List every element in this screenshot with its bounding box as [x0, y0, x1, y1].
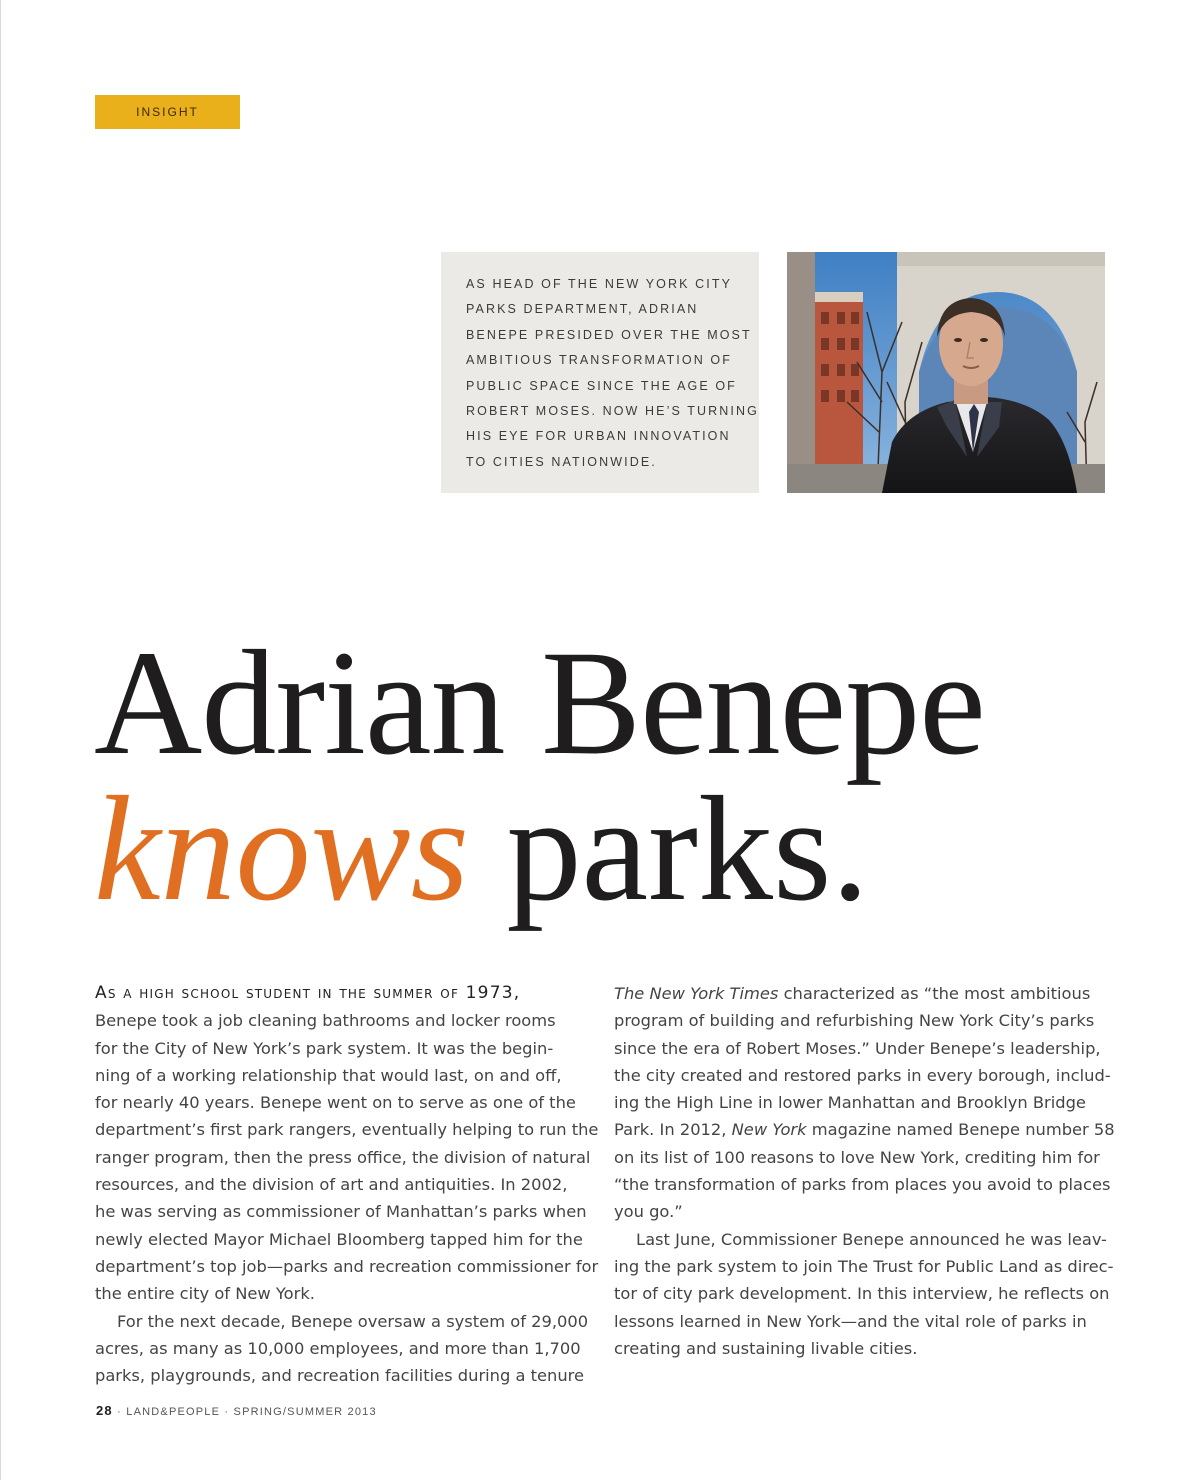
headline-line-2	[94, 766, 1154, 932]
body-line: department’s first park rangers, eventually helping to run the	[95, 1120, 599, 1140]
headline-accent-word: knows	[94, 766, 469, 932]
body-line: the entire city of New York.	[95, 1284, 315, 1304]
body-line: parks, playgrounds, and recreation facilities during a tenure	[95, 1366, 585, 1386]
body-column-left	[95, 980, 599, 1389]
body-line	[614, 1116, 1115, 1143]
body-line: ning of a working relationship that would last, on and off,	[95, 1065, 562, 1085]
deck-box	[441, 252, 759, 493]
body-line: “the transformation of parks from places you avoid to places	[614, 1175, 1111, 1195]
headline	[94, 620, 1154, 932]
body-text: characterized as “the most ambitious	[778, 984, 1091, 1003]
body-line: acres, as many as 10,000 employees, and more than 1,700	[95, 1338, 581, 1358]
deck-line: AS HEAD OF THE NEW YORK CITY	[466, 277, 733, 291]
deck-line: TO CITIES NATIONWIDE.	[466, 454, 657, 469]
body-text: Park. In 2012,	[614, 1120, 732, 1140]
lead-in: As a high school student in the summer of 1973,	[95, 983, 521, 1003]
portrait-photo	[787, 252, 1105, 493]
body-column-right	[614, 980, 1115, 1362]
deck-line: HIS EYE FOR URBAN INNOVATION	[466, 429, 731, 444]
body-line: resources, and the division of art and antiquities. In 2002,	[95, 1175, 568, 1195]
body-line: Last June, Commissioner Benepe announced he was leav-	[636, 1229, 1107, 1249]
body-line: the city created and restored parks in every borough, includ-	[614, 1065, 1111, 1085]
body-line: for the City of New York’s park system. It was the begin-	[95, 1038, 554, 1058]
body-line: lessons learned in New York—and the vital role of parks in	[614, 1311, 1087, 1331]
deck-line: BENEPE PRESIDED OVER THE MOST	[466, 327, 752, 342]
section-tag: INSIGHT	[95, 95, 240, 129]
deck-line: AMBITIOUS TRANSFORMATION OF	[466, 353, 732, 368]
body-line: tor of city park development. In this interview, he reflects on	[614, 1284, 1110, 1304]
page-number: 28	[96, 1403, 113, 1418]
body-line: creating and sustaining livable cities.	[614, 1338, 918, 1358]
footer-publication: · LAND&PEOPLE · SPRING/SUMMER 2013	[117, 1406, 377, 1418]
body-line	[614, 980, 1109, 1007]
body-text: magazine named Benepe number 58	[806, 1120, 1115, 1140]
body-line: department’s top job—parks and recreation commissioner for	[95, 1256, 599, 1276]
body-line: since the era of Robert Moses.” Under Benepe’s leadership,	[614, 1038, 1101, 1058]
page-edge	[0, 0, 1, 1480]
body-line: he was serving as commissioner of Manhattan’s parks when	[95, 1202, 587, 1222]
body-line: newly elected Mayor Michael Bloomberg tapped him for the	[95, 1229, 583, 1249]
body-line: ing the park system to join The Trust for Public Land as direc-	[614, 1256, 1114, 1276]
headline-rest: parks.	[469, 766, 869, 932]
body-line: For the next decade, Benepe oversaw a system of 29,000	[117, 1311, 589, 1331]
publication-title: New York	[731, 1120, 807, 1140]
headline-line-1: Adrian Benepe	[94, 620, 985, 786]
deck-line: PUBLIC SPACE SINCE THE AGE OF	[466, 378, 737, 393]
body-line: on its list of 100 reasons to love New York, crediting him for	[614, 1147, 1100, 1167]
page-footer	[96, 1403, 377, 1418]
body-line: you go.”	[614, 1202, 683, 1222]
deck-line: PARKS DEPARTMENT, ADRIAN	[466, 302, 699, 317]
body-line: ranger program, then the press office, the division of natural	[95, 1147, 591, 1167]
body-line: ing the High Line in lower Manhattan and Brooklyn Bridge	[614, 1093, 1086, 1113]
body-line: program of building and refurbishing New York City’s parks	[614, 1011, 1095, 1031]
body-line: Benepe took a job cleaning bathrooms and locker rooms	[95, 1011, 556, 1031]
body-line: for nearly 40 years. Benepe went on to serve as one of the	[95, 1093, 576, 1113]
publication-title: The New York Times	[614, 984, 779, 1003]
deck-line: ROBERT MOSES. NOW HE’S TURNING	[466, 404, 759, 419]
